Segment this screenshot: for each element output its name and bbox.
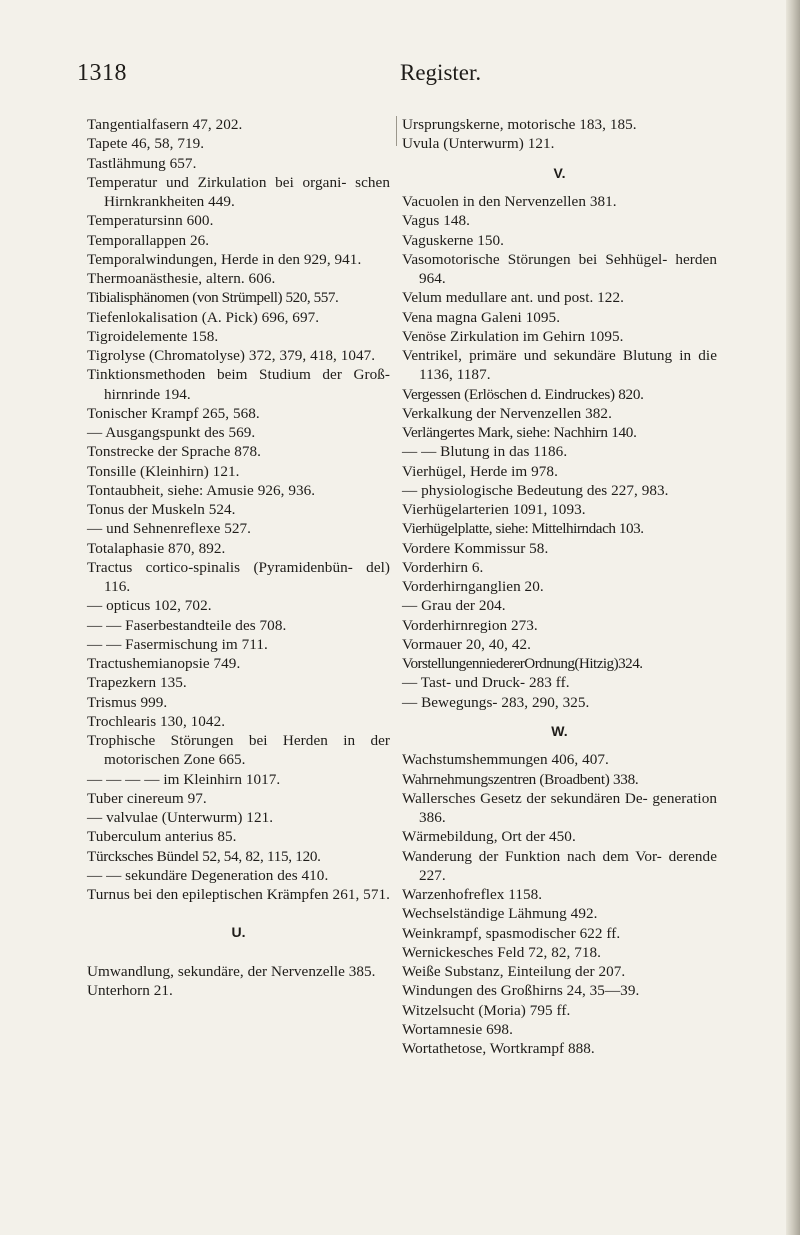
index-entry: Wallersches Gesetz der sekundären De- generation 386. — [402, 789, 717, 826]
left-column — [87, 115, 390, 1001]
section-letter-v: V. — [553, 164, 566, 181]
index-entry: VorstellungenniedererOrdnung(Hitzig)324. — [402, 655, 643, 672]
column-divider — [396, 116, 397, 146]
index-entry: Weinkrampf, spasmodischer 622 ff. — [402, 924, 621, 942]
index-entry: Verlängertes Mark, siehe: Nachhirn 140. — [402, 424, 637, 441]
section-letter-w: W. — [551, 722, 568, 739]
index-entry: Tinktionsmethoden beim Studium der Groß- hirnrinde 194. — [87, 366, 390, 403]
index-entry: — und Sehnenreflexe 527. — [87, 520, 251, 538]
index-entry: Vierhügelarterien 1091, 1093. — [402, 501, 586, 518]
index-entry: Venöse Zirkulation im Gehirn 1095. — [402, 327, 624, 345]
index-entry: Trophische Störungen bei Herden in der motorischen Zone 665. — [87, 732, 390, 769]
index-entry: — Tast- und Druck- 283 ff. — [402, 674, 570, 692]
index-entry: — — Fasermischung im 711. — [87, 635, 268, 653]
index-entry: Tuberculum anterius 85. — [87, 828, 237, 846]
index-entry: Trochlearis 130, 1042. — [87, 712, 226, 730]
index-entry: Tonischer Krampf 265, 568. — [87, 404, 260, 422]
index-entry: Tuber cinereum 97. — [87, 789, 207, 807]
right-column — [402, 115, 717, 1058]
index-entry: Warzenhofreflex 1158. — [402, 886, 543, 903]
index-entry: Wortathetose, Wortkrampf 888. — [402, 1040, 595, 1057]
index-entry: Tigroidelemente 158. — [87, 327, 219, 345]
index-entry: Verkalkung der Nervenzellen 382. — [402, 404, 612, 422]
index-entry: Wärmebildung, Ort der 450. — [402, 828, 576, 846]
index-entry: Tonus der Muskeln 524. — [87, 501, 236, 518]
index-entry: Thermoanästhesie, altern. 606. — [87, 270, 276, 287]
index-entry: — — — — im Kleinhirn 1017. — [87, 770, 281, 788]
index-entry: Wortamnesie 698. — [402, 1020, 513, 1038]
index-entry: Tiefenlokalisation (A. Pick) 696, 697. — [87, 308, 320, 326]
index-entry: Vena magna Galeni 1095. — [402, 308, 561, 326]
index-entry: Ursprungskerne, motorische 183, 185. — [402, 116, 637, 133]
index-entry: — — Blutung in das 1186. — [402, 443, 568, 461]
index-entry: Vaguskerne 150. — [402, 231, 504, 249]
index-entry: Temporalwindungen, Herde in den 929, 941. — [87, 250, 362, 268]
page-edge-shadow — [786, 0, 800, 1235]
index-entry: Tractus cortico-spinalis (Pyramidenbün- del) 116. — [87, 558, 390, 595]
index-entry: Wachstumshemmungen 406, 407. — [402, 751, 609, 769]
index-entry: Vasomotorische Störungen bei Sehhügel- herden 964. — [402, 250, 717, 287]
index-entry: Tastlähmung 657. — [87, 154, 197, 172]
index-entry: — Bewegungs- 283, 290, 325. — [402, 693, 590, 711]
index-entry: Vorderhirnganglien 20. — [402, 578, 544, 595]
index-entry: Vorderhirnregion 273. — [402, 616, 538, 634]
index-entry: Vorderhirn 6. — [402, 558, 484, 576]
index-entry: — — sekundäre Degeneration des 410. — [87, 866, 329, 884]
index-entry: Tangentialfasern 47, 202. — [87, 116, 243, 133]
index-entry: Vagus 148. — [402, 212, 470, 230]
index-entry: Wanderung der Funktion nach dem Vor- derende 227. — [402, 847, 717, 884]
index-entry: — Ausgangspunkt des 569. — [87, 424, 256, 441]
index-entry: Witzelsucht (Moria) 795 ff. — [402, 1001, 571, 1019]
index-entry: Tigrolyse (Chromatolyse) 372, 379, 418, 1047. — [87, 347, 376, 364]
index-entry: Totalaphasie 870, 892. — [87, 539, 226, 557]
index-entry: Tapete 46, 58, 719. — [87, 135, 205, 153]
index-entry: Vordere Kommissur 58. — [402, 539, 549, 557]
index-entry: Windungen des Großhirns 24, 35—39. — [402, 982, 640, 1000]
section-letter-u: U. — [231, 924, 246, 941]
index-entry: Vormauer 20, 40, 42. — [402, 635, 531, 653]
index-entry: Wernickesches Feld 72, 82, 718. — [402, 943, 601, 961]
index-entry: Umwandlung, sekundäre, der Nervenzelle 385. — [87, 963, 376, 980]
index-entry: Temperatur und Zirkulation bei organi- schen Hirnkrankheiten 449. — [87, 173, 390, 210]
index-entry: Temperatursinn 600. — [87, 212, 214, 230]
index-entry: Tibialisphänomen (von Strümpell) 520, 557. — [87, 289, 339, 307]
index-entry: Tonstrecke der Sprache 878. — [87, 443, 262, 461]
index-entry: Vierhügel, Herde im 978. — [402, 462, 558, 480]
index-entry: Wechselständige Lähmung 492. — [402, 905, 598, 923]
index-entry: Vergessen (Erlöschen d. Eindruckes) 820. — [402, 385, 644, 403]
index-entry: Temporallappen 26. — [87, 231, 210, 249]
index-entry: Unterhorn 21. — [87, 982, 173, 1000]
index-entry: Turnus bei den epileptischen Krämpfen 261, 571. — [87, 886, 390, 903]
index-entry: — physiologische Bedeutung des 227, 983. — [402, 481, 669, 499]
index-entry: — — Faserbestandteile des 708. — [87, 616, 287, 634]
index-entry: Trapezkern 135. — [87, 674, 187, 692]
index-entry: Wahrnehmungszentren (Broadbent) 338. — [402, 770, 639, 788]
index-entry: Ventrikel, primäre und sekundäre Blutung in die 1136, 1187. — [402, 347, 717, 384]
running-title: Register. — [400, 60, 482, 85]
index-entry: Türcksches Bündel 52, 54, 82, 115, 120. — [87, 847, 321, 865]
index-entry: Velum medullare ant. und post. 122. — [402, 289, 624, 307]
index-entry: — opticus 102, 702. — [87, 597, 212, 615]
page-number: 1318 — [77, 60, 127, 86]
index-entry: Vacuolen in den Nervenzellen 381. — [402, 193, 617, 210]
index-entry: — Grau der 204. — [402, 597, 506, 615]
index-entry: Tractushemianopsie 749. — [87, 655, 241, 672]
index-entry: — valvulae (Unterwurm) 121. — [87, 809, 274, 826]
index-entry: Uvula (Unterwurm) 121. — [402, 135, 555, 153]
index-entry: Tontaubheit, siehe: Amusie 926, 936. — [87, 481, 316, 499]
index-entry: Weiße Substanz, Einteilung der 207. — [402, 963, 626, 980]
index-entry: Trismus 999. — [87, 693, 168, 711]
index-entry: Tonsille (Kleinhirn) 121. — [87, 462, 240, 480]
index-entry: Vierhügelplatte, siehe: Mittelhirndach 103. — [402, 520, 644, 538]
